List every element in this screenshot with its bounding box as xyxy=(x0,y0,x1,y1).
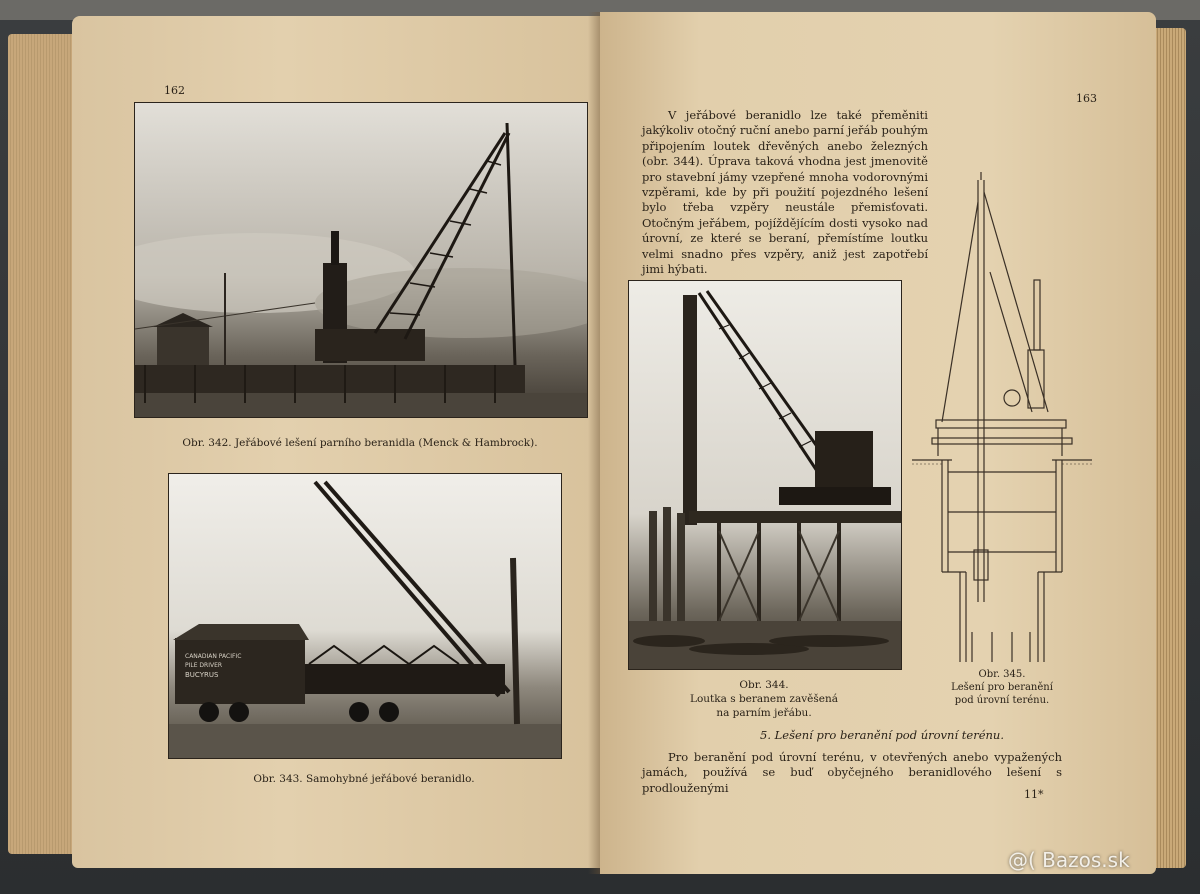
paragraph-intro xyxy=(642,108,928,277)
page-number-right: 163 xyxy=(1076,92,1097,105)
signature-mark: 11* xyxy=(1024,788,1044,801)
paragraph-section xyxy=(642,750,1062,796)
page-number-left: 162 xyxy=(164,84,185,97)
figure-345-drawing xyxy=(912,172,1092,662)
watermark: @( Bazos.sk xyxy=(1008,848,1130,872)
figure-342-caption: Obr. 342. Jeřábové lešení parního beranidla (Menck & Hambrock). xyxy=(182,437,538,449)
paragraph-section-text: Pro beranění pod úrovní terénu, v otevřených anebo vypažených jamách, používá se buď obyčejného beranidlového lešení s prodlouženými xyxy=(642,750,1062,795)
figure-344-caption xyxy=(628,678,900,720)
figure-343-photo xyxy=(168,473,562,759)
figure-345-caption xyxy=(912,668,1092,707)
car-lettering-1: CANADIAN PACIFIC xyxy=(185,653,242,660)
figure-345-caption-line-1: Obr. 345. xyxy=(978,669,1026,680)
car-lettering-3: BUCYRUS xyxy=(185,671,219,679)
figure-344-photo xyxy=(628,280,902,670)
right-page xyxy=(600,12,1156,874)
section-title: 5. Lešení pro beranění pod úrovní terénu. xyxy=(760,728,1004,742)
figure-344-caption-line-1: Obr. 344. xyxy=(739,679,789,691)
figure-342-photo xyxy=(134,102,588,418)
paragraph-intro-text: V jeřábové beranidlo lze také přeměniti jakýkoliv otočný ruční anebo parní jeřáb pouhým připojením loutek dřevěných anebo železných (obr. 344). Úprava taková vhodna jest jmenovitě pro stavební jámy vzepřené mnoha vodorovnými vzpěrami, kde by při použití pojezdného lešení bylo třeba vzpěry neustále přemisťovati. Otočným jeřábem, pojíždějícím dosti vysoko nad úrovní, ze které se beraní, přemístíme loutku velmi snadno přes vzpěry, aniž jest zapotřebí jimi hýbati. xyxy=(642,108,928,277)
car-lettering-2: PILE DRIVER xyxy=(185,662,223,669)
left-page xyxy=(72,16,600,868)
figure-344-caption-line-2: Loutka s beranem zavěšená xyxy=(689,693,838,705)
figure-344-caption-line-3: na parním jeřábu. xyxy=(716,707,812,719)
figure-345-caption-line-2: Lešení pro beranění xyxy=(951,682,1053,693)
figure-345-caption-line-3: pod úrovní terénu. xyxy=(954,695,1050,706)
figure-343-caption: Obr. 343. Samohybné jeřábové beranidlo. xyxy=(253,773,475,785)
